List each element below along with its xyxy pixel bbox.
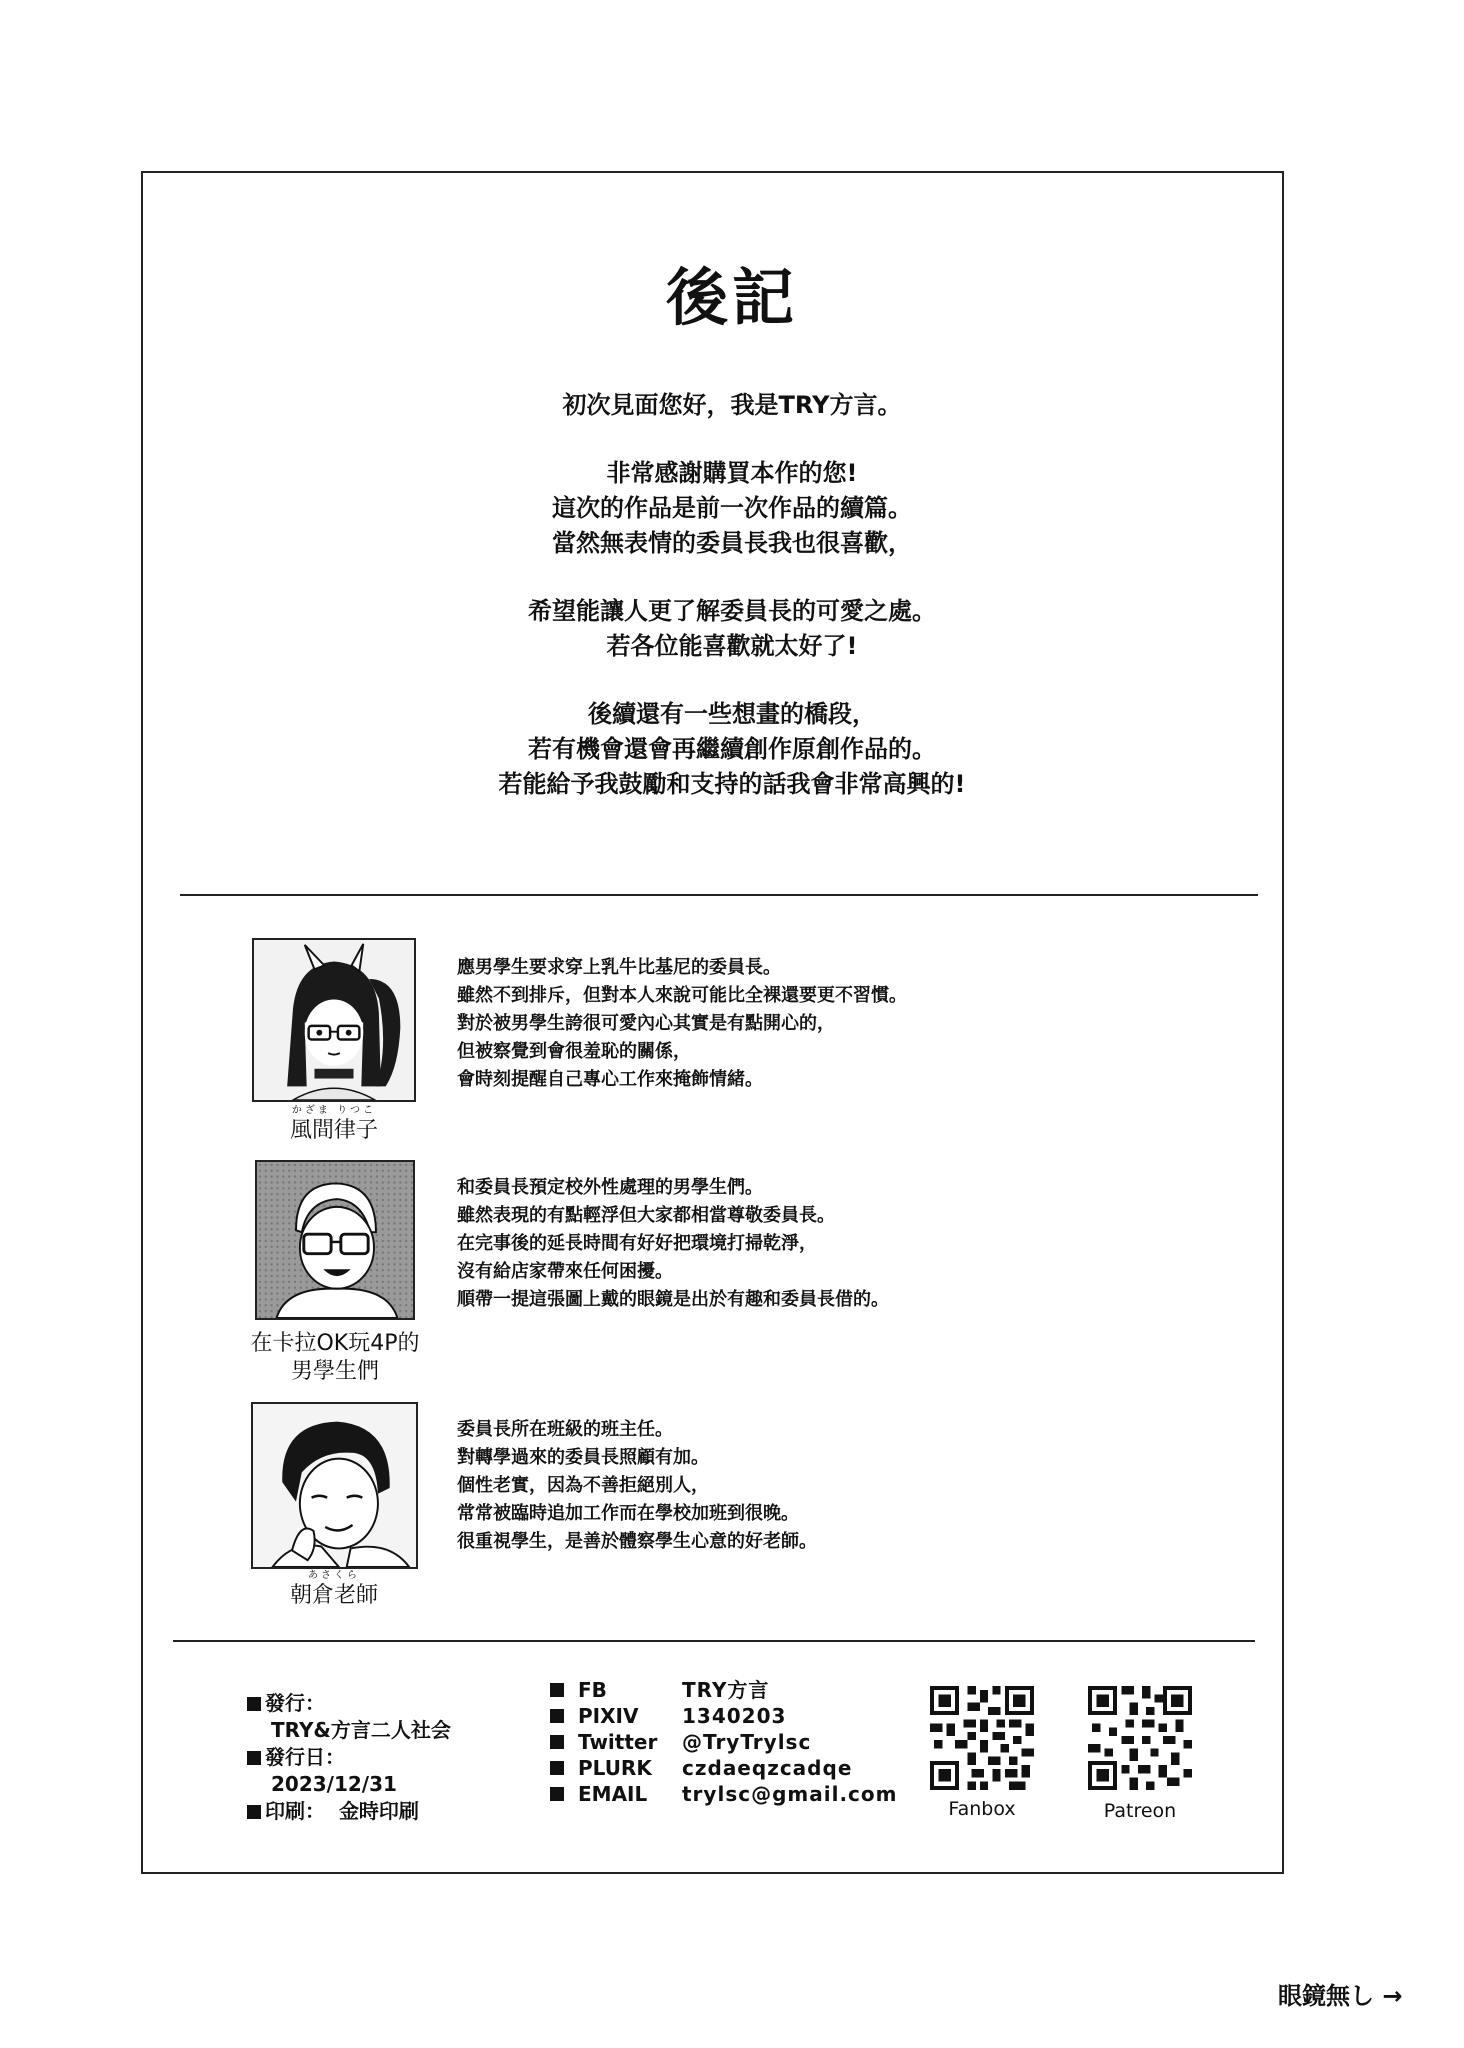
portrait-illustration [253,1404,416,1567]
qr-code-icon[interactable] [1088,1686,1192,1790]
colophon-date-label: 發行日： [247,1744,451,1771]
portrait-illustration [257,1162,413,1318]
description-line: 順帶一提這張圖上戴的眼鏡是出於有趣和委員長借的。 [457,1289,889,1310]
description-line: 和委員長預定校外性處理的男學生們。 [457,1177,763,1198]
link-value[interactable]: @TryTrylsc [682,1730,812,1754]
description-line: 雖然不到排斥，但對本人來說可能比全裸還要更不習慣。 [457,985,907,1006]
description-line: 常常被臨時追加工作而在學校加班到很晚。 [457,1503,799,1524]
qr-code-icon[interactable] [930,1686,1034,1790]
description-line: 對於被男學生誇很可愛內心其實是有點開心的， [457,1013,835,1034]
description-line: 但被察覺到會很羞恥的關係， [457,1041,691,1062]
page-title: 後記 [665,261,798,334]
intro-line: 這次的作品是前一次作品的續篇。 [552,494,912,522]
intro-line: 若有機會還會再繼續創作原創作品的。 [528,735,936,763]
colophon-publisher-label: 發行： [247,1690,451,1717]
divider [180,894,1258,896]
description-line: 應男學生要求穿上乳牛比基尼的委員長。 [457,957,781,978]
character-furigana: あさくら [308,1570,360,1581]
link-key: EMAIL [578,1782,648,1806]
link-row-pixiv [550,1703,897,1729]
character-description-students [457,1174,889,1314]
next-page-label: 眼鏡無し [1278,1982,1374,2010]
link-key: FB [578,1678,607,1702]
link-row-fb [550,1677,897,1703]
square-bullet-icon [550,1761,564,1775]
divider [173,1640,1255,1642]
character-portrait-kazama [252,938,416,1102]
colophon-publisher: TRY&方言二人社会 [271,1718,451,1742]
link-key: Twitter [578,1730,658,1754]
character-name: 朝倉老師 [289,1583,378,1608]
intro-paragraph [0,697,1464,802]
description-line: 雖然表現的有點輕浮但大家都相當尊敬委員長。 [457,1205,835,1226]
link-key: PLURK [578,1756,652,1780]
description-line: 很重視學生，是善於體察學生心意的好老師。 [457,1531,817,1552]
character-furigana: かざま りつこ [291,1105,377,1116]
colophon-printer: 印刷： 金時印刷 [247,1798,451,1825]
link-value[interactable]: 1340203 [682,1704,787,1728]
colophon-date: 2023/12/31 [271,1772,397,1796]
intro-line: 初次見面您好，我是TRY方言。 [562,391,902,419]
qr-code-fanbox [930,1686,1034,1790]
character-name-kazama [232,1105,436,1145]
qr-label-patreon: Patreon [1103,1800,1177,1822]
description-line: 會時刻提醒自己專心工作來掩飾情緒。 [457,1069,763,1090]
portrait-illustration [254,940,414,1100]
character-portrait-students [255,1160,415,1320]
description-line: 在完事後的延長時間有好好把環境打掃乾淨， [457,1233,817,1254]
character-description-kazama [457,954,907,1094]
link-value[interactable]: czdaeqzcadqe [682,1756,853,1780]
square-bullet-icon [550,1787,564,1801]
character-name-students [225,1330,445,1386]
description-line: 個性老實，因為不善拒絕別人， [457,1475,709,1496]
character-name: 風間律子 [289,1118,378,1143]
intro-line: 若各位能喜歡就太好了! [606,632,858,660]
square-bullet-icon [550,1683,564,1697]
intro-line: 當然無表情的委員長我也很喜歡， [552,529,912,557]
link-value[interactable]: TRY方言 [682,1678,770,1702]
next-page-indicator[interactable] [1278,1976,1402,2011]
description-line: 委員長所在班級的班主任。 [457,1419,673,1440]
link-value[interactable]: trylsc@gmail.com [682,1782,898,1806]
square-bullet-icon [247,1751,261,1765]
description-line: 對轉學過來的委員長照顧有加。 [457,1447,709,1468]
square-bullet-icon [247,1697,261,1711]
link-row-plurk [550,1755,897,1781]
character-name-line: 在卡拉OK玩4P的 [250,1331,420,1356]
square-bullet-icon [550,1735,564,1749]
square-bullet-icon [247,1805,261,1819]
afterword-intro [0,388,1464,835]
arrow-right-icon: → [1382,1982,1403,2010]
character-name-asakura [232,1570,436,1610]
contact-links [550,1677,897,1807]
link-row-twitter [550,1729,897,1755]
intro-line: 非常感謝購買本作的您! [606,459,858,487]
character-description-asakura [457,1416,817,1556]
intro-paragraph [0,456,1464,561]
intro-line: 後續還有一些想畫的橋段， [588,700,876,728]
link-row-email [550,1781,897,1807]
description-line: 沒有給店家帶來任何困擾。 [457,1261,673,1282]
square-bullet-icon [550,1709,564,1723]
qr-code-patreon [1088,1686,1192,1790]
intro-paragraph [0,594,1464,664]
qr-label-fanbox: Fanbox [948,1798,1016,1820]
intro-line: 若能給予我鼓勵和支持的話我會非常高興的! [498,770,966,798]
intro-line: 希望能讓人更了解委員長的可愛之處。 [528,597,936,625]
intro-paragraph [0,388,1464,423]
colophon [247,1690,451,1825]
link-key: PIXIV [578,1704,639,1728]
character-portrait-asakura [251,1402,418,1569]
character-name-line: 男學生們 [290,1359,379,1384]
